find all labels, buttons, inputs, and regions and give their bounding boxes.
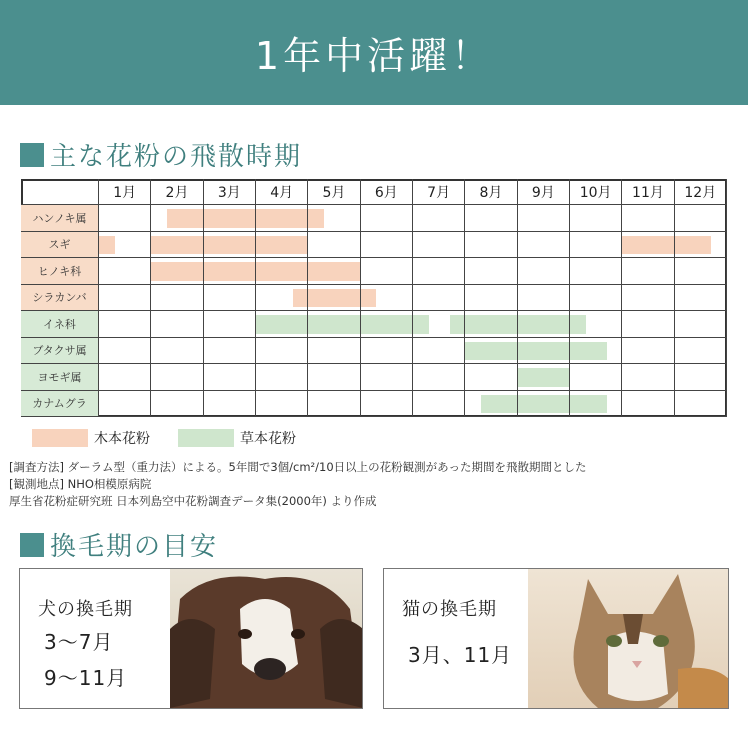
chart-cell bbox=[413, 232, 465, 259]
chart-cell bbox=[518, 258, 570, 285]
month-header: 9月 bbox=[518, 179, 570, 205]
chart-cell bbox=[204, 311, 256, 338]
chart-cell bbox=[256, 205, 308, 232]
pollen-row-label: シラカンバ bbox=[21, 285, 99, 312]
chart-cell bbox=[256, 391, 308, 418]
chart-cell bbox=[361, 232, 413, 259]
chart-cell bbox=[308, 258, 360, 285]
chart-cell bbox=[413, 364, 465, 391]
chart-cell bbox=[151, 364, 203, 391]
chart-cell bbox=[204, 258, 256, 285]
legend-label-wood: 木本花粉 bbox=[94, 431, 150, 447]
legend-swatch-wood bbox=[32, 429, 88, 447]
pollen-row-label: カナムグラ bbox=[21, 391, 99, 418]
month-header: 2月 bbox=[151, 179, 203, 205]
chart-cell bbox=[675, 285, 727, 312]
chart-cell bbox=[675, 232, 727, 259]
chart-cell bbox=[413, 391, 465, 418]
chart-cell bbox=[622, 364, 674, 391]
chart-cell bbox=[99, 205, 151, 232]
chart-cell bbox=[204, 205, 256, 232]
chart-cell bbox=[570, 285, 622, 312]
chart-cell bbox=[256, 338, 308, 365]
note-location: [観測地点] NHO相模原病院 bbox=[9, 477, 152, 491]
pollen-row-label: ハンノキ属 bbox=[21, 205, 99, 232]
chart-cell bbox=[151, 311, 203, 338]
legend-swatch-grass bbox=[178, 429, 234, 447]
chart-cell bbox=[465, 311, 517, 338]
chart-cell bbox=[465, 258, 517, 285]
chart-cell bbox=[361, 311, 413, 338]
chart-cell bbox=[413, 205, 465, 232]
chart-cell bbox=[675, 205, 727, 232]
square-bullet-icon bbox=[20, 533, 44, 557]
chart-cell bbox=[308, 391, 360, 418]
chart-cell bbox=[361, 205, 413, 232]
chart-cell bbox=[518, 205, 570, 232]
legend-item-wood bbox=[32, 428, 150, 448]
chart-cell bbox=[413, 258, 465, 285]
dog-card-title: 犬の換毛期 bbox=[38, 599, 133, 620]
chart-cell bbox=[570, 338, 622, 365]
header-corner-cell bbox=[21, 179, 99, 205]
chart-legend bbox=[32, 428, 324, 448]
month-header: 8月 bbox=[465, 179, 517, 205]
dog-period-2: 9〜11月 bbox=[44, 666, 128, 690]
molting-section-title bbox=[20, 526, 218, 563]
month-header: 11月 bbox=[622, 179, 674, 205]
chart-cell bbox=[622, 232, 674, 259]
chart-cell bbox=[675, 391, 727, 418]
chart-cell bbox=[570, 311, 622, 338]
chart-cell bbox=[465, 364, 517, 391]
chart-cell bbox=[151, 285, 203, 312]
month-header: 5月 bbox=[308, 179, 360, 205]
chart-cell bbox=[361, 258, 413, 285]
chart-cell bbox=[675, 338, 727, 365]
chart-cell bbox=[308, 232, 360, 259]
chart-cell bbox=[361, 364, 413, 391]
chart-cell bbox=[413, 311, 465, 338]
chart-cell bbox=[361, 391, 413, 418]
chart-cell bbox=[151, 391, 203, 418]
chart-cell bbox=[675, 364, 727, 391]
month-header: 1月 bbox=[99, 179, 151, 205]
chart-cell bbox=[675, 311, 727, 338]
chart-cell bbox=[308, 285, 360, 312]
pollen-chart bbox=[21, 179, 727, 417]
pollen-row-label: ブタクサ属 bbox=[21, 338, 99, 365]
chart-cell bbox=[570, 232, 622, 259]
pollen-section-title bbox=[20, 136, 302, 173]
pollen-row-label: イネ科 bbox=[21, 311, 99, 338]
chart-cell bbox=[204, 364, 256, 391]
chart-cell bbox=[151, 338, 203, 365]
chart-cell bbox=[518, 391, 570, 418]
chart-cell bbox=[518, 311, 570, 338]
dog-period-1: 3〜7月 bbox=[44, 630, 114, 654]
chart-cell bbox=[256, 364, 308, 391]
dog-photo bbox=[170, 569, 363, 708]
molting-section-title-text: 換毛期の目安 bbox=[50, 532, 219, 562]
chart-cell bbox=[308, 205, 360, 232]
chart-cell bbox=[99, 258, 151, 285]
dog-molting-card bbox=[19, 568, 363, 709]
pollen-section-title-text: 主な花粉の飛散時期 bbox=[50, 142, 303, 172]
chart-cell bbox=[570, 258, 622, 285]
chart-cell bbox=[361, 338, 413, 365]
chart-cell bbox=[570, 364, 622, 391]
chart-cell bbox=[204, 338, 256, 365]
chart-cell bbox=[465, 285, 517, 312]
chart-cell bbox=[99, 285, 151, 312]
chart-cell bbox=[570, 205, 622, 232]
chart-cell bbox=[256, 232, 308, 259]
chart-cell bbox=[622, 205, 674, 232]
chart-cell bbox=[622, 338, 674, 365]
chart-cell bbox=[204, 285, 256, 312]
cat-illustration bbox=[528, 569, 729, 708]
month-header: 6月 bbox=[361, 179, 413, 205]
chart-cell bbox=[518, 338, 570, 365]
chart-cell bbox=[361, 285, 413, 312]
header-banner bbox=[0, 0, 748, 105]
chart-cell bbox=[99, 338, 151, 365]
cat-card-title: 猫の換毛期 bbox=[402, 599, 497, 620]
dog-illustration bbox=[170, 569, 363, 708]
month-header: 4月 bbox=[256, 179, 308, 205]
month-header: 10月 bbox=[570, 179, 622, 205]
chart-cell bbox=[570, 391, 622, 418]
pollen-row-label: スギ bbox=[21, 232, 99, 259]
chart-cell bbox=[518, 364, 570, 391]
month-header: 7月 bbox=[413, 179, 465, 205]
pollen-row-label: ヨモギ属 bbox=[21, 364, 99, 391]
chart-cell bbox=[518, 285, 570, 312]
chart-cell bbox=[622, 391, 674, 418]
chart-cell bbox=[518, 232, 570, 259]
legend-label-grass: 草本花粉 bbox=[240, 431, 296, 447]
chart-cell bbox=[151, 258, 203, 285]
cat-period: 3月、11月 bbox=[408, 643, 513, 667]
chart-cell bbox=[308, 338, 360, 365]
chart-cell bbox=[99, 391, 151, 418]
banner-title: 1年中活躍！ bbox=[254, 34, 494, 78]
chart-cell bbox=[151, 232, 203, 259]
legend-item-grass bbox=[178, 428, 296, 448]
chart-cell bbox=[465, 338, 517, 365]
chart-cell bbox=[204, 232, 256, 259]
chart-cell bbox=[256, 258, 308, 285]
chart-cell bbox=[151, 205, 203, 232]
chart-cell bbox=[204, 391, 256, 418]
note-method: [調査方法] ダーラム型（重力法）による。5年間で3個/cm²/10日以上の花粉観測があった期間を飛散期間とした bbox=[9, 460, 587, 474]
square-bullet-icon bbox=[20, 143, 44, 167]
chart-cell bbox=[465, 391, 517, 418]
chart-cell bbox=[256, 311, 308, 338]
chart-cell bbox=[413, 285, 465, 312]
chart-cell bbox=[675, 258, 727, 285]
chart-cell bbox=[99, 364, 151, 391]
chart-cell bbox=[465, 205, 517, 232]
month-header: 12月 bbox=[675, 179, 727, 205]
chart-cell bbox=[622, 285, 674, 312]
cat-photo bbox=[528, 569, 729, 708]
chart-cell bbox=[622, 311, 674, 338]
chart-cell bbox=[308, 364, 360, 391]
chart-cell bbox=[99, 232, 151, 259]
survey-notes bbox=[9, 459, 587, 510]
cat-molting-card bbox=[383, 568, 729, 709]
month-header: 3月 bbox=[204, 179, 256, 205]
chart-cell bbox=[622, 258, 674, 285]
chart-cell bbox=[256, 285, 308, 312]
pollen-row-label: ヒノキ科 bbox=[21, 258, 99, 285]
chart-cell bbox=[99, 311, 151, 338]
chart-cell bbox=[308, 311, 360, 338]
chart-cell bbox=[413, 338, 465, 365]
chart-cell bbox=[465, 232, 517, 259]
note-source: 厚生省花粉症研究班 日本列島空中花粉調査データ集(2000年) より作成 bbox=[9, 494, 377, 508]
